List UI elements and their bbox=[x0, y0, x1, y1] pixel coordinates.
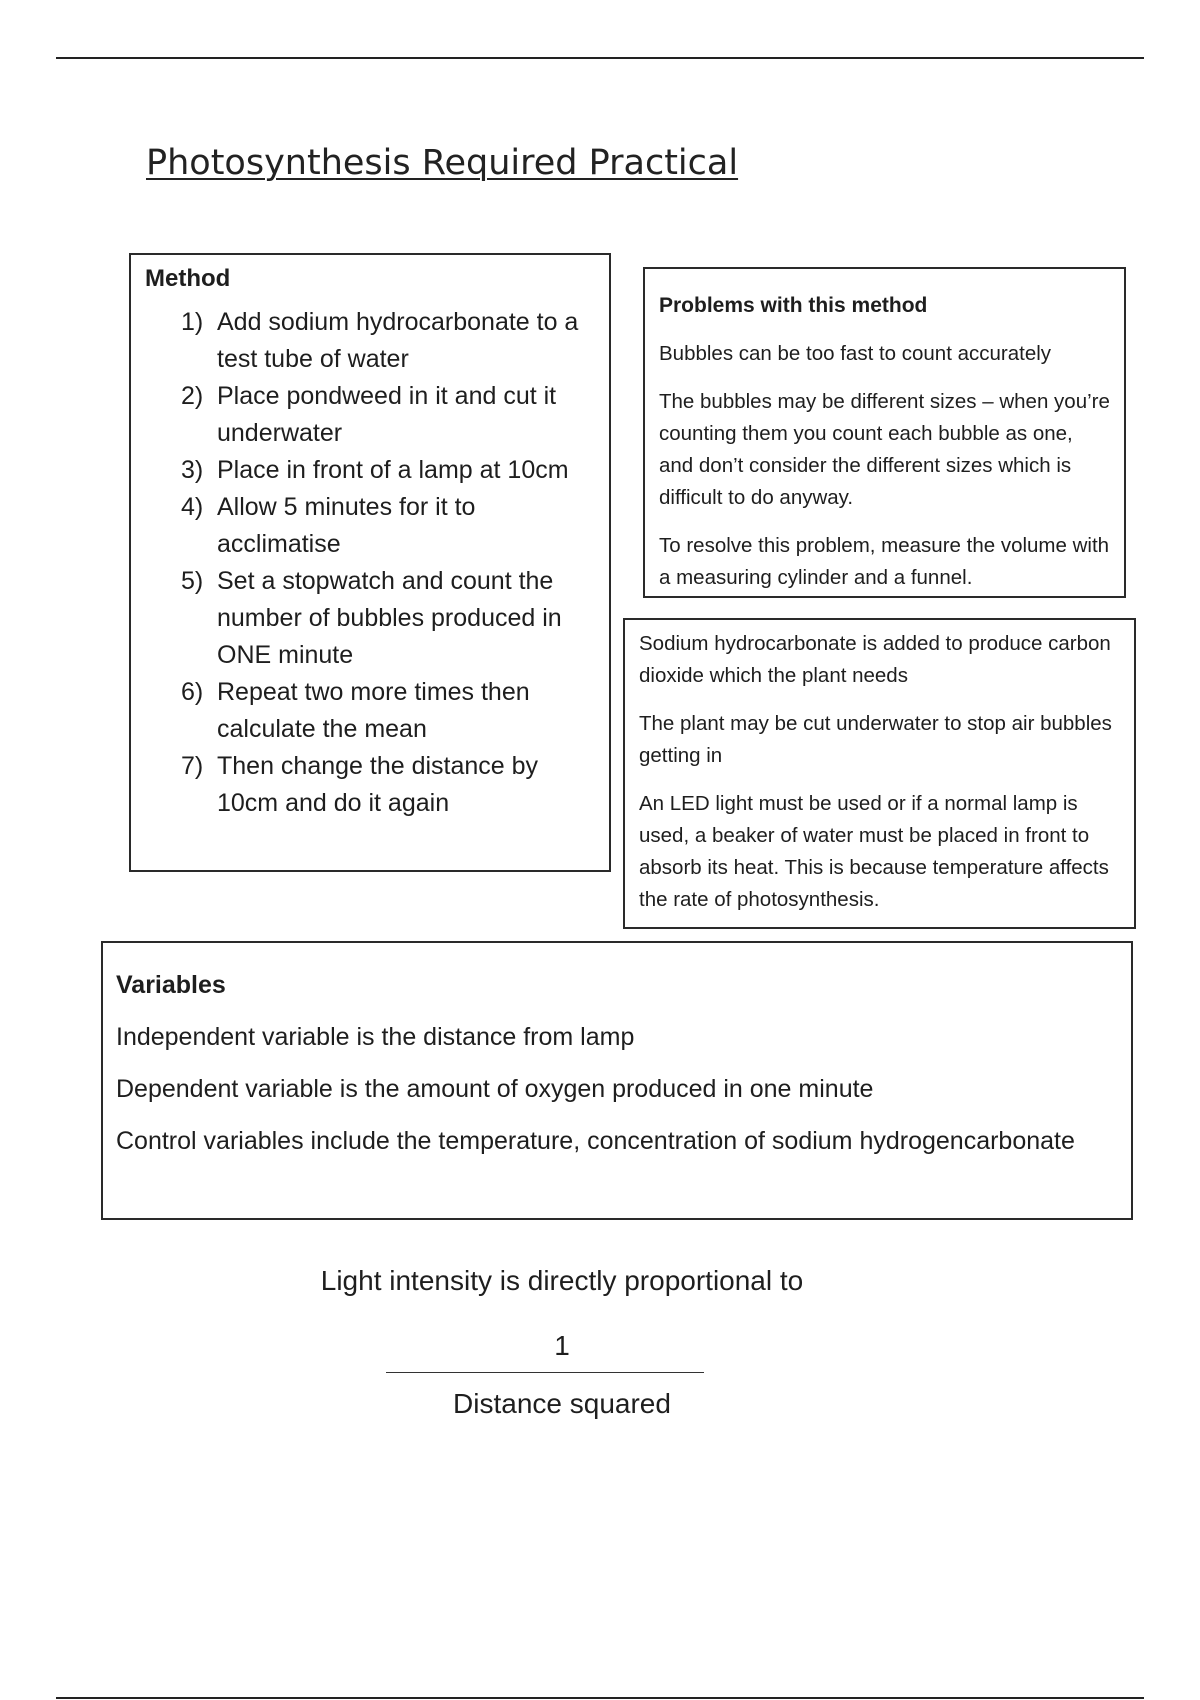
relationship-statement: Light intensity is directly proportional to bbox=[320, 1265, 804, 1296]
notes-paragraph: The plant may be cut underwater to stop air bubbles getting in bbox=[639, 712, 1112, 767]
method-heading: Method bbox=[145, 265, 231, 292]
step-number: 3) bbox=[181, 456, 204, 485]
step-text: Add sodium hydrocarbonate to a test tube of water bbox=[217, 308, 579, 374]
method-steps-list bbox=[145, 304, 595, 822]
problems-paragraph: Bubbles can be too fast to count accurately bbox=[659, 342, 1052, 365]
step-text: Then change the distance by 10cm and do it again bbox=[217, 752, 539, 818]
method-step bbox=[145, 563, 595, 674]
variables-heading: Variables bbox=[116, 971, 226, 999]
notes-box bbox=[623, 618, 1136, 929]
variables-paragraph: Independent variable is the distance from lamp bbox=[116, 1023, 635, 1051]
problems-box bbox=[643, 267, 1126, 598]
step-number: 6) bbox=[181, 678, 204, 707]
notes-paragraph: Sodium hydrocarbonate is added to produce carbon dioxide which the plant needs bbox=[639, 632, 1111, 687]
notes-paragraph: An LED light must be used or if a normal lamp is used, a beaker of water must be placed in front to absorb its heat. This is because temperature affects the rate of photosynthesis. bbox=[639, 792, 1109, 911]
fraction-denominator: Distance squared bbox=[453, 1388, 671, 1419]
step-text: Place pondweed in it and cut it underwater bbox=[217, 382, 557, 448]
step-text: Allow 5 minutes for it to acclimatise bbox=[217, 493, 476, 559]
step-text: Place in front of a lamp at 10cm bbox=[217, 456, 569, 485]
step-text: Repeat two more times then calculate the mean bbox=[217, 678, 530, 744]
step-text: Set a stopwatch and count the number of bubbles produced in ONE minute bbox=[217, 567, 562, 670]
method-step bbox=[145, 748, 595, 822]
problems-heading: Problems with this method bbox=[659, 294, 928, 317]
variables-box bbox=[101, 941, 1133, 1220]
fraction-line bbox=[386, 1372, 704, 1373]
step-number: 2) bbox=[181, 382, 204, 411]
step-number: 4) bbox=[181, 493, 204, 522]
method-step bbox=[145, 304, 595, 378]
method-step bbox=[145, 489, 595, 563]
header-rule bbox=[56, 57, 1144, 59]
problems-paragraph: The bubbles may be different sizes – when you’re counting them you count each bubble as one, and don’t consider the different sizes which is difficult to do anyway. bbox=[659, 390, 1110, 509]
step-number: 7) bbox=[181, 752, 204, 781]
problems-paragraph: To resolve this problem, measure the volume with a measuring cylinder and a funnel. bbox=[659, 534, 1110, 589]
fraction-numerator: 1 bbox=[554, 1330, 570, 1361]
footer-rule bbox=[56, 1697, 1144, 1699]
method-step bbox=[145, 378, 595, 452]
step-number: 5) bbox=[181, 567, 204, 596]
method-box bbox=[129, 253, 611, 872]
variables-paragraph: Dependent variable is the amount of oxygen produced in one minute bbox=[116, 1075, 874, 1103]
step-number: 1) bbox=[181, 308, 204, 337]
page-title: Photosynthesis Required Practical bbox=[146, 143, 739, 183]
variables-paragraph: Control variables include the temperature, concentration of sodium hydrogencarbonate bbox=[116, 1127, 1075, 1155]
method-step bbox=[145, 674, 595, 748]
method-step bbox=[145, 452, 595, 489]
